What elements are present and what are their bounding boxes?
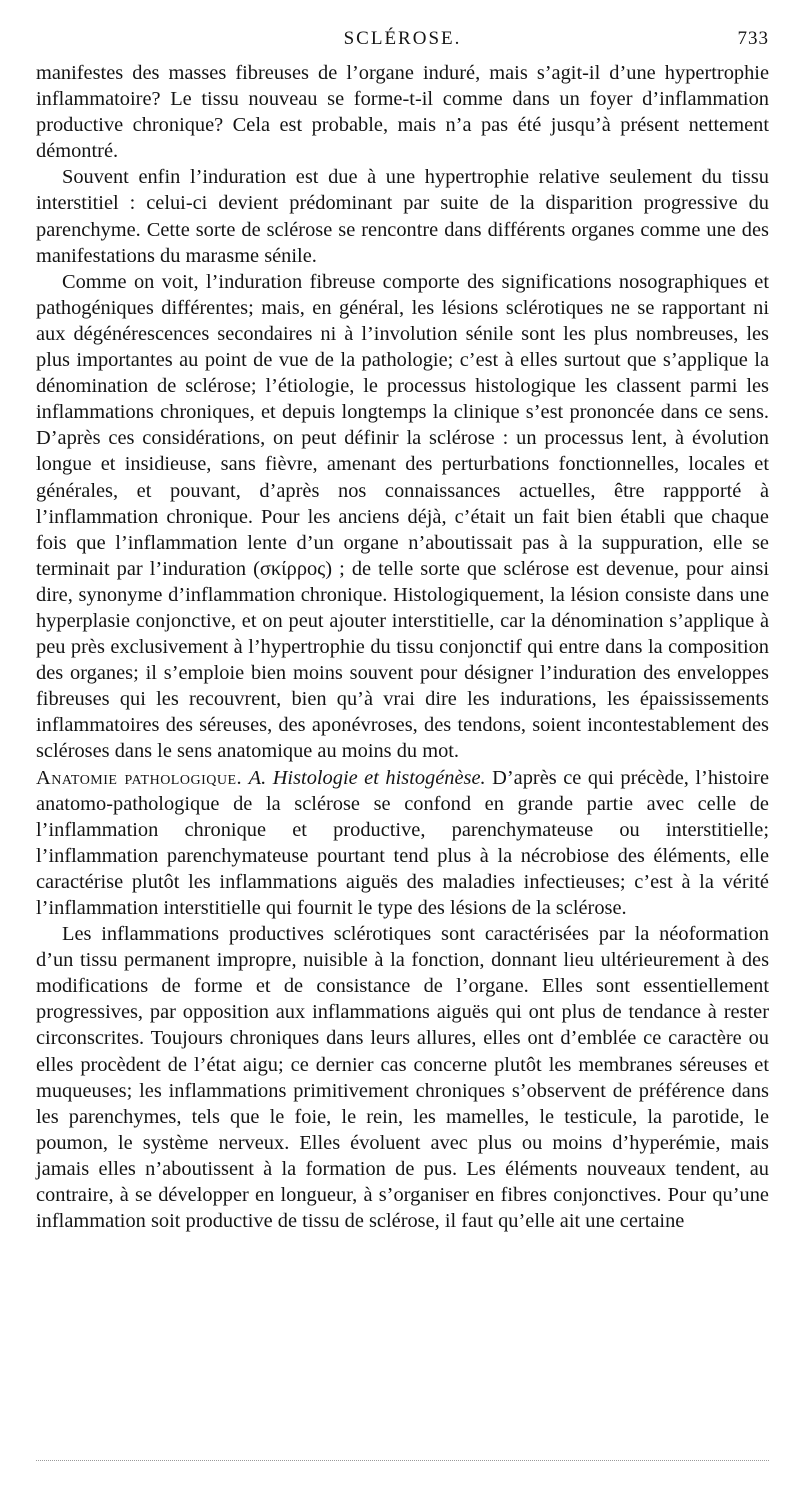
running-title: SCLÉROSE. xyxy=(343,28,462,49)
section-heading: Anatomie pathologique. xyxy=(36,766,243,789)
page-number: 733 xyxy=(737,28,769,49)
paragraph-anatomie xyxy=(36,765,769,922)
subsection-heading: A. Histologie et histogénèse. xyxy=(248,766,486,789)
book-page xyxy=(36,22,769,1234)
paragraph-continuation: manifestes des masses fibreuses de l’organe induré, mais s’agit-il d’une hypertrophie inflammatoire? Le tissu nouveau se forme-t-il comme dans un foyer d’inflammation productive chronique? Cela est probable, mais n’a pas été jusqu’à présent nettement démontré. xyxy=(36,62,769,163)
footer-rule xyxy=(36,1460,769,1461)
paragraph-definition: Comme on voit, l’induration fibreuse comporte des significations nosographiques et pathogéniques différentes; mais, en général, les lésions sclérotiques ne se rapportant ni aux dégénérescences secondaires ni à l’involution sénile sont les plus nombreuses, les plus importantes au point de vue de la pathologie; c’est à elles surtout que s’applique la dénomination de sclérose; l’étiologie, le processus histologique les classent parmi les inflammations chroniques, et depuis longtemps la clinique s’est prononcée dans ce sens. D’après ces considérations, on peut définir la sclérose : un processus lent, à évolution longue et insidieuse, sans fièvre, amenant des perturbations fonctionnelles, locales et générales, et pouvant, d’après nos connaissances actuelles, être rappporté à l’inflammation chronique. Pour les anciens déjà, c’était un fait bien établi que chaque fois que l’inflammation lente d’un organe n’aboutissait pas à la suppuration, elle se terminait par l’induration (σκίρρος) ; de telle sorte que sclérose est devenue, pour ainsi dire, synonyme d’inflammation chronique. Histologiquement, la lésion consiste dans une hyperplasie conjonctive, et on peut ajouter interstitielle, car la dénomination s’applique à peu près exclusivement à l’hypertrophie du tissu conjonctif qui entre dans la composition des organes; il s’emploie bien moins souvent pour désigner l’induration des enveloppes fibreuses qui les recouvrent, bien qu’à vrai dire les indurations, les épaississements inflammatoires des séreuses, des aponévroses, des tendons, soient incontestablement des scléroses dans le sens anatomique au moins du mot. xyxy=(36,270,769,763)
running-head xyxy=(36,22,769,60)
paragraph-anatomie-text: D’après ce qui précède, l’histoire anatomo-pathologique de la sclérose se confond en grande partie avec celle de l’inflammation chronique et productive, parenchymateuse ou interstitielle; l’inflammation parenchymateuse pourtant tend plus à la nécrobiose des éléments, elle caractérise plutôt les inflammations aiguës des maladies infectieuses; c’est à la vérité l’inflammation interstitielle qui fournit le type des lésions de la sclérose. xyxy=(36,766,769,919)
paragraph-induration: Souvent enfin l’induration est due à une hypertrophie relative seulement du tissu interstitiel : celui-ci devient prédominant par suite de la disparition progressive du parenchyme. Cette sorte de sclérose se rencontre dans différents organes comme une des manifestations du marasme sénile. xyxy=(36,166,769,267)
paragraph-inflammations: Les inflammations productives sclérotiques sont caractérisées par la néoformation d’un tissu permanent impropre, nuisible à la fonction, donnant lieu ultérieurement à des modifications de forme et de consistance de l’organe. Elles sont essentiellement progressives, par opposition aux inflammations aiguës qui ont plus de tendance à rester circonscrites. Toujours chroniques dans leurs allures, elles ont d’emblée ce caractère ou elles procèdent de l’état aigu; ce dernier cas concerne plutôt les membranes séreuses et muqueuses; les inflammations primitivement chroniques s’observent de préférence dans les parenchymes, tels que le foie, le rein, les mamelles, le testicule, la parotide, le poumon, le système nerveux. Elles évoluent avec plus ou moins d’hyperémie, mais jamais elles n’aboutissent à la formation de pus. Les éléments nouveaux tendent, au contraire, à se développer en longueur, à s’organiser en fibres conjonctives. Pour qu’une inflammation soit productive de tissu de sclérose, il faut qu’elle ait une certaine xyxy=(36,923,769,1233)
body-text xyxy=(36,60,769,1234)
